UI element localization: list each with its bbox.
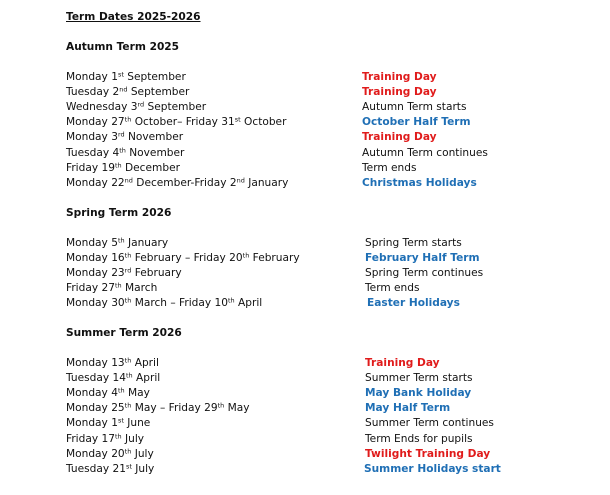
autumn-term-heading: Autumn Term 2025 xyxy=(66,41,180,53)
term-date-row xyxy=(0,131,610,146)
event-label: February Half Term xyxy=(365,252,480,265)
event-label: May Bank Holiday xyxy=(365,387,472,400)
term-date-row xyxy=(0,86,610,101)
date-range: Tuesday 4th November xyxy=(66,146,185,159)
date-range: Tuesday 14th April xyxy=(66,371,161,385)
term-date-row xyxy=(0,116,610,131)
term-date-row xyxy=(0,267,610,282)
event-label: Summer Term continues xyxy=(365,417,494,430)
date-range: Monday 20th July xyxy=(66,447,154,460)
term-date-row xyxy=(0,162,610,177)
term-date-row xyxy=(0,433,610,448)
term-date-row xyxy=(0,101,610,116)
term-date-row xyxy=(0,147,610,162)
summer-term-heading: Summer Term 2026 xyxy=(66,327,182,339)
event-label: Term ends xyxy=(365,282,420,295)
date-range: Tuesday 2nd September xyxy=(66,85,190,99)
date-range: Monday 16th February – Friday 20th February xyxy=(66,251,300,265)
date-range: Monday 22nd December-Friday 2nd January xyxy=(66,176,289,189)
date-range: Monday 5th January xyxy=(66,236,169,249)
date-range: Monday 4th May xyxy=(66,386,150,400)
date-range: Monday 27th October– Friday 31st October xyxy=(66,115,287,129)
term-date-row xyxy=(0,372,610,387)
spring-term-heading: Spring Term 2026 xyxy=(66,207,172,219)
term-date-row xyxy=(0,177,610,192)
event-label: Term ends xyxy=(362,161,417,174)
date-range: Monday 30th March – Friday 10th April xyxy=(66,296,263,310)
date-range: Friday 17th July xyxy=(66,432,145,445)
event-label: Training Day xyxy=(365,357,440,369)
event-label: Twilight Training Day xyxy=(365,447,491,460)
term-date-row xyxy=(0,448,610,463)
term-date-row xyxy=(0,71,610,86)
term-date-row xyxy=(0,417,610,432)
event-label: Training Day xyxy=(362,86,437,99)
date-range: Monday 25th May – Friday 29th May xyxy=(66,401,250,415)
event-label: Autumn Term starts xyxy=(362,101,467,114)
date-range: Friday 27th March xyxy=(66,281,158,295)
event-label: Autumn Term continues xyxy=(362,146,488,159)
event-label: Summer Term starts xyxy=(365,372,473,385)
event-label: Christmas Holidays xyxy=(362,176,477,189)
event-label: Spring Term continues xyxy=(365,267,484,280)
date-range: Tuesday 21st July xyxy=(66,462,155,475)
date-range: Friday 19th December xyxy=(66,161,180,174)
event-label: Term Ends for pupils xyxy=(365,432,473,445)
event-label: Training Day xyxy=(362,131,437,144)
event-label: Training Day xyxy=(362,71,437,83)
date-range: Monday 1st September xyxy=(66,70,186,83)
term-date-row xyxy=(0,387,610,402)
term-date-row xyxy=(0,463,610,478)
date-range: Monday 1st June xyxy=(66,416,151,430)
term-date-row xyxy=(0,282,610,297)
date-range: Wednesday 3rd September xyxy=(66,100,207,114)
event-label: October Half Term xyxy=(362,116,471,129)
term-date-row xyxy=(0,237,610,252)
date-range: Monday 3rd November xyxy=(66,130,184,144)
event-label: Summer Holidays start xyxy=(364,462,501,475)
document-title: Term Dates 2025-2026 xyxy=(66,11,201,23)
term-date-row xyxy=(0,357,610,372)
event-label: May Half Term xyxy=(365,402,451,415)
term-date-row xyxy=(0,297,610,312)
term-date-row xyxy=(0,402,610,417)
term-date-row xyxy=(0,252,610,267)
event-label: Easter Holidays xyxy=(367,297,460,310)
date-range: Monday 13th April xyxy=(66,356,159,369)
event-label: Spring Term starts xyxy=(365,237,462,249)
date-range: Monday 23rd February xyxy=(66,266,182,280)
